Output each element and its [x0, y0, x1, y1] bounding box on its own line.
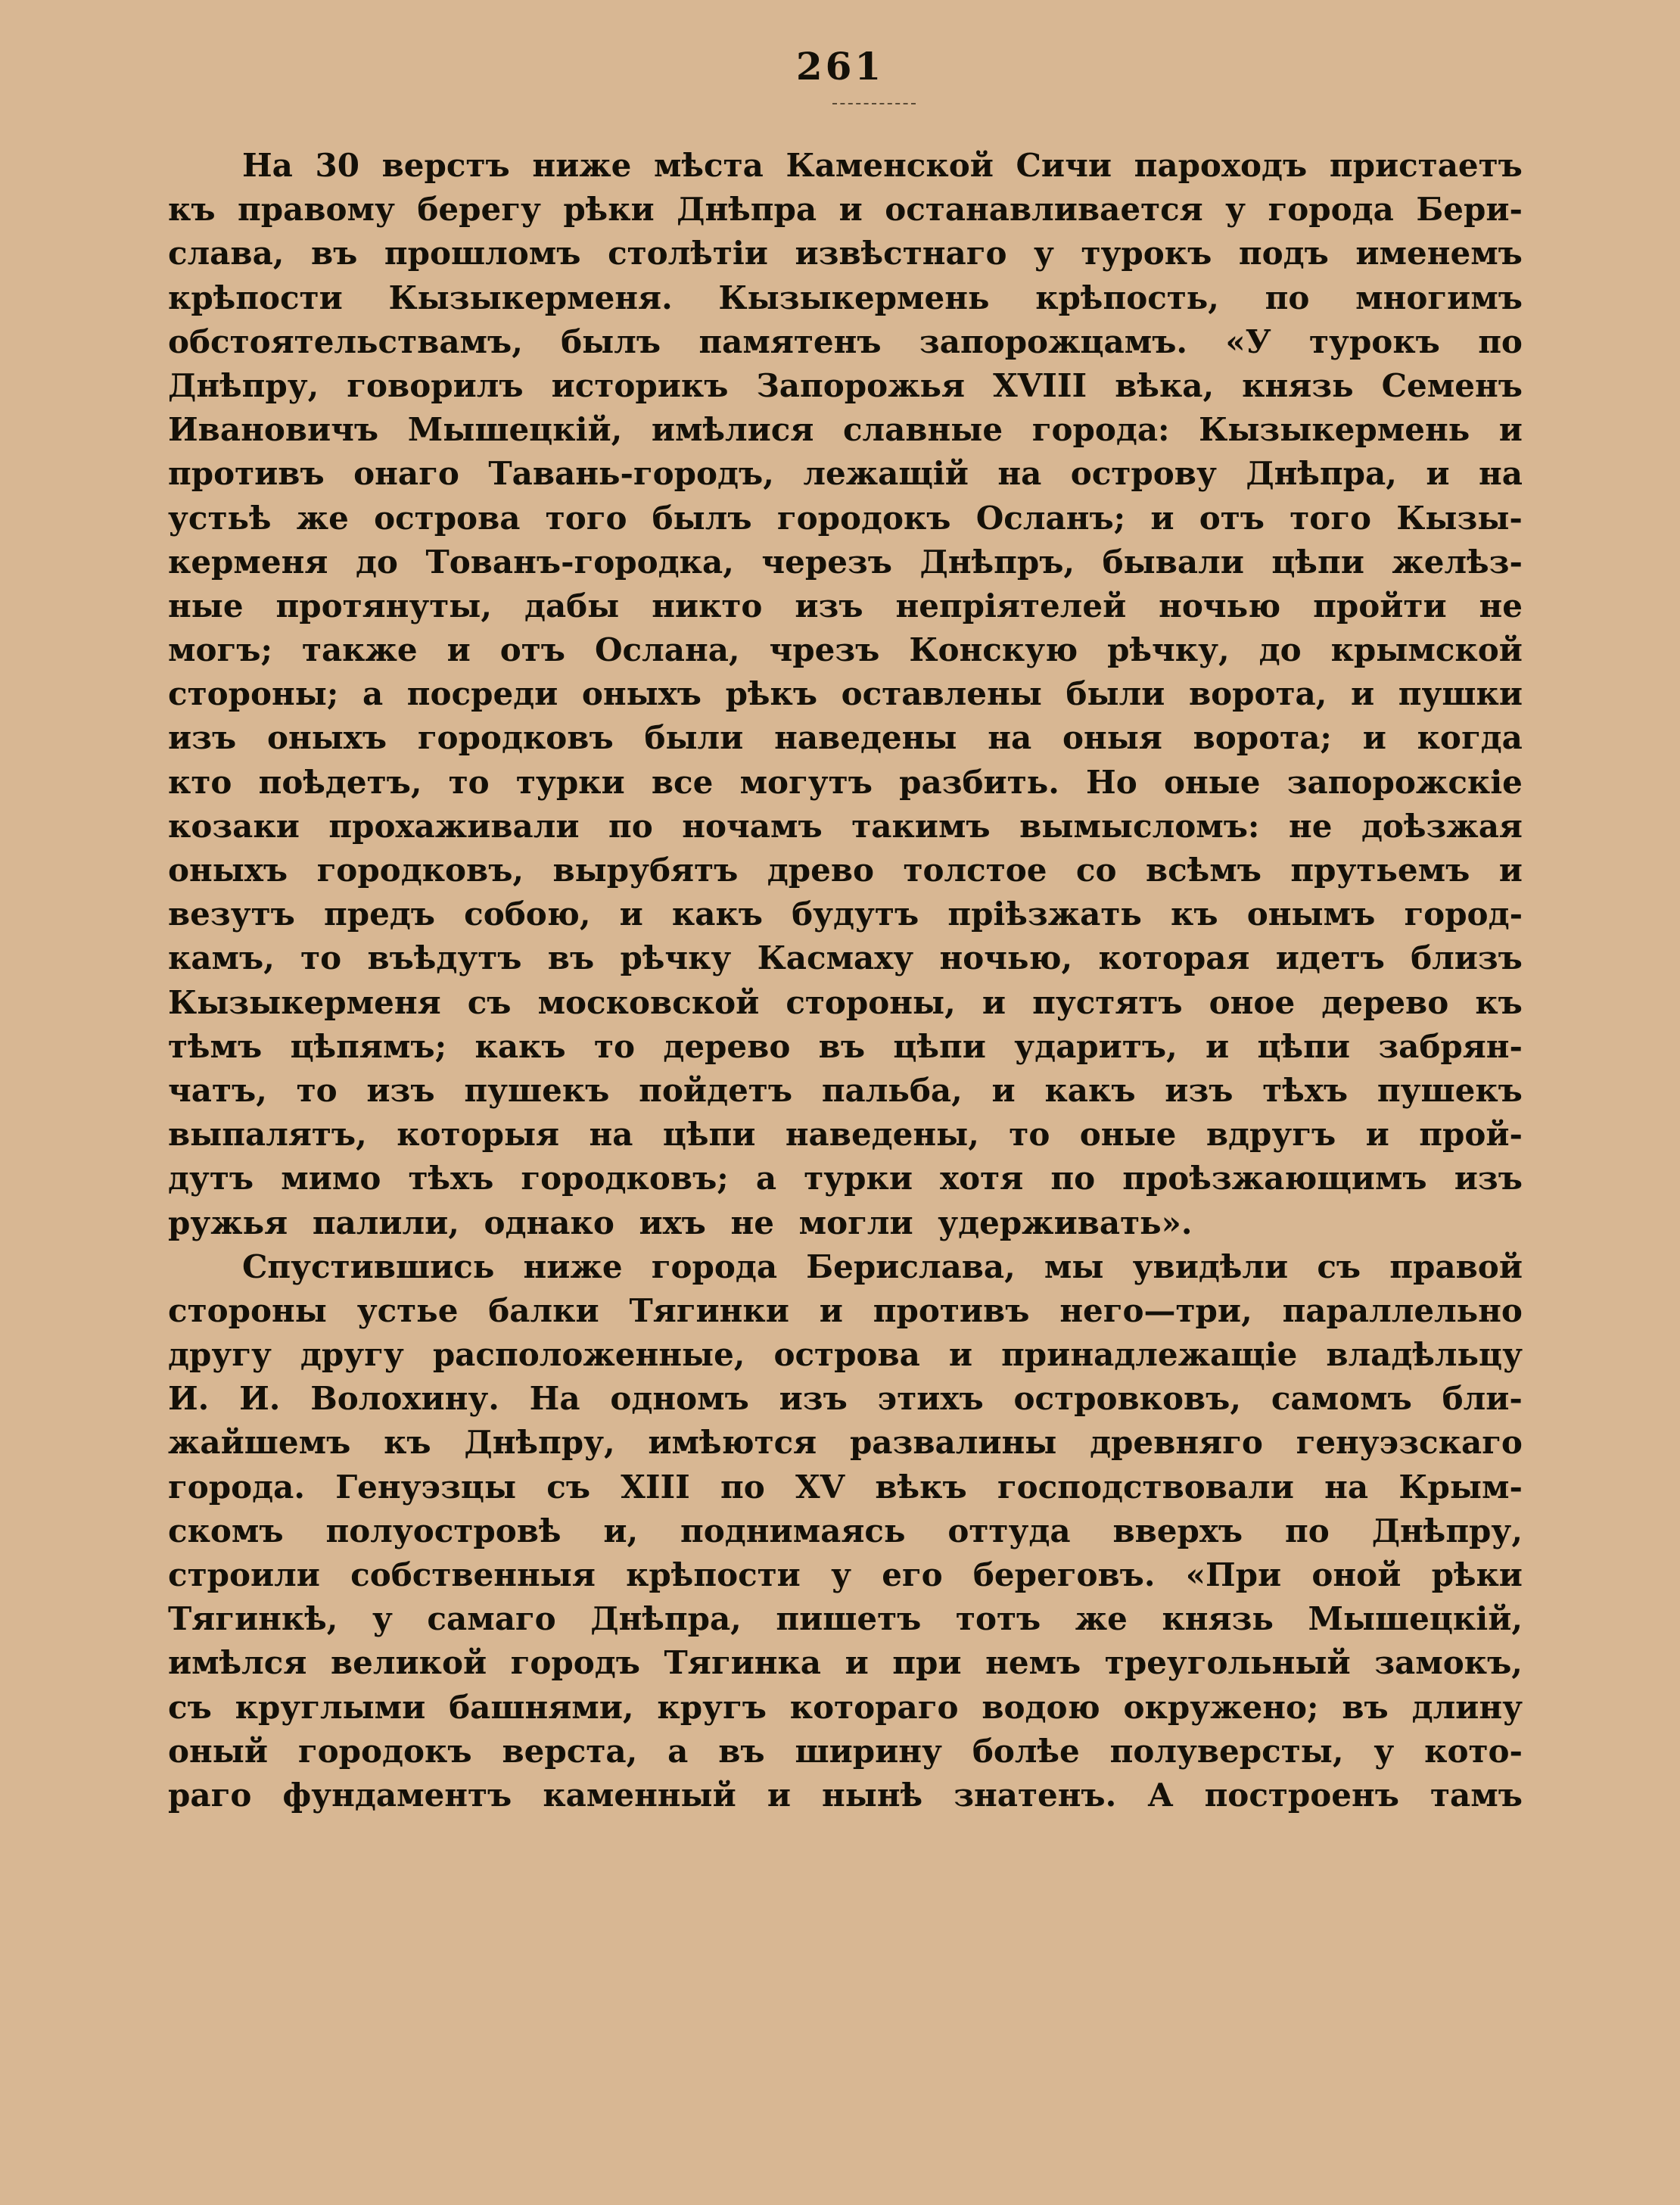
text-line: строили собственныя крѣпости у его береговъ. «При оной рѣки: [168, 1556, 1523, 1593]
text-line: выпалятъ, которыя на цѣпи наведены, то оные вдругъ и прой-: [168, 1116, 1523, 1154]
text-line: скомъ полуостровѣ и, поднимаясь оттуда вверхъ по Днѣпру,: [168, 1512, 1523, 1549]
text-line: оный городокъ верста, а въ ширину болѣе полуверсты, у кото-: [168, 1732, 1523, 1770]
text-line: везутъ предъ собою, и какъ будутъ пріѣзжать къ онымъ город-: [168, 895, 1523, 933]
text-line: Спустившись ниже города Берислава, мы увидѣли съ правой: [242, 1247, 1523, 1285]
text-line: могъ; также и отъ Ослана, чрезъ Конскую рѣчку, до крымской: [168, 631, 1523, 669]
text-line: козаки прохаживали по ночамъ такимъ вымысломъ: не доѣзжая: [168, 807, 1523, 845]
text-line: чатъ, то изъ пушекъ пойдетъ пальба, и какъ изъ тѣхъ пушекъ: [168, 1071, 1523, 1109]
text-line: дутъ мимо тѣхъ городковъ; а турки хотя по проѣзжающимъ изъ: [168, 1160, 1523, 1197]
text-line: имѣлся великой городъ Тягинка и при немъ треугольный замокъ,: [168, 1644, 1523, 1682]
text-line: слава, въ прошломъ столѣтіи извѣстнаго у турокъ подъ именемъ: [168, 235, 1523, 273]
text-line: оныхъ городковъ, вырубятъ древо толстое со всѣмъ прутьемъ и: [168, 852, 1523, 889]
text-line: крѣпости Кызыкерменя. Кызыкермень крѣпость, по многимъ: [168, 279, 1523, 316]
text-line: ружья палили, однако ихъ не могли удерживать».: [168, 1204, 1193, 1241]
text-line: тѣмъ цѣпямъ; какъ то дерево въ цѣпи ударитъ, и цѣпи забрян-: [168, 1027, 1523, 1065]
text-line: стороны; а посреди оныхъ рѣкъ оставлены были ворота, и пушки: [168, 675, 1523, 713]
text-line: И. И. Волохину. На одномъ изъ этихъ островковъ, самомъ бли-: [168, 1380, 1523, 1418]
text-line: камъ, то въѣдутъ въ рѣчку Касмаху ночью, которая идетъ близъ: [168, 939, 1523, 977]
text-line: кто поѣдетъ, то турки все могутъ разбить. Но оные запорожскіе: [168, 763, 1523, 801]
text-line: стороны устье балки Тягинки и противъ него—три, параллельно: [168, 1291, 1523, 1329]
text-line: раго фундаментъ каменный и нынѣ знатенъ. А построенъ тамъ: [168, 1776, 1523, 1814]
text-line: Тягинкѣ, у самаго Днѣпра, пишетъ тотъ же князь Мышецкій,: [168, 1600, 1523, 1638]
text-line: къ правому берегу рѣки Днѣпра и останавливается у города Бери-: [168, 191, 1523, 229]
text-line: изъ оныхъ городковъ были наведены на оныя ворота; и когда: [168, 719, 1523, 757]
text-line: Кызыкерменя съ московской стороны, и пустятъ оное дерево къ: [168, 983, 1523, 1021]
text-line: жайшемъ къ Днѣпру, имѣются развалины древняго генуэзскаго: [168, 1424, 1523, 1462]
text-line: ные протянуты, дабы никто изъ непріятелей ночью пройти не: [168, 587, 1523, 624]
text-line: На 30 верстъ ниже мѣста Каменской Сичи пароходъ пристаетъ: [242, 147, 1523, 184]
body-text: [168, 144, 1523, 1817]
page-number: 261: [795, 44, 885, 89]
text-line: съ круглыми башнями, кругъ котораго водою окружено; въ длину: [168, 1688, 1523, 1726]
text-line: керменя до Тованъ-городка, черезъ Днѣпръ, бывали цѣпи желѣз-: [168, 543, 1523, 581]
text-line: обстоятельствамъ, былъ памятенъ запорожцамъ. «У турокъ по: [168, 322, 1523, 360]
page-number-mark: [832, 103, 916, 104]
text-line: Днѣпру, говорилъ историкъ Запорожья XVIII вѣка, князь Семенъ: [168, 366, 1523, 404]
text-line: Ивановичъ Мышецкій, имѣлися славные города: Кызыкермень и: [168, 411, 1523, 449]
text-line: города. Генуэзцы съ XIII по XV вѣкъ господствовали на Крым-: [168, 1468, 1523, 1506]
text-line: противъ онаго Тавань-городъ, лежащій на острову Днѣпра, и на: [168, 455, 1523, 493]
text-line: устьѣ же острова того былъ городокъ Осланъ; и отъ того Кызы-: [168, 499, 1523, 537]
text-line: другу другу расположенные, острова и принадлежащіе владѣльцу: [168, 1336, 1523, 1374]
